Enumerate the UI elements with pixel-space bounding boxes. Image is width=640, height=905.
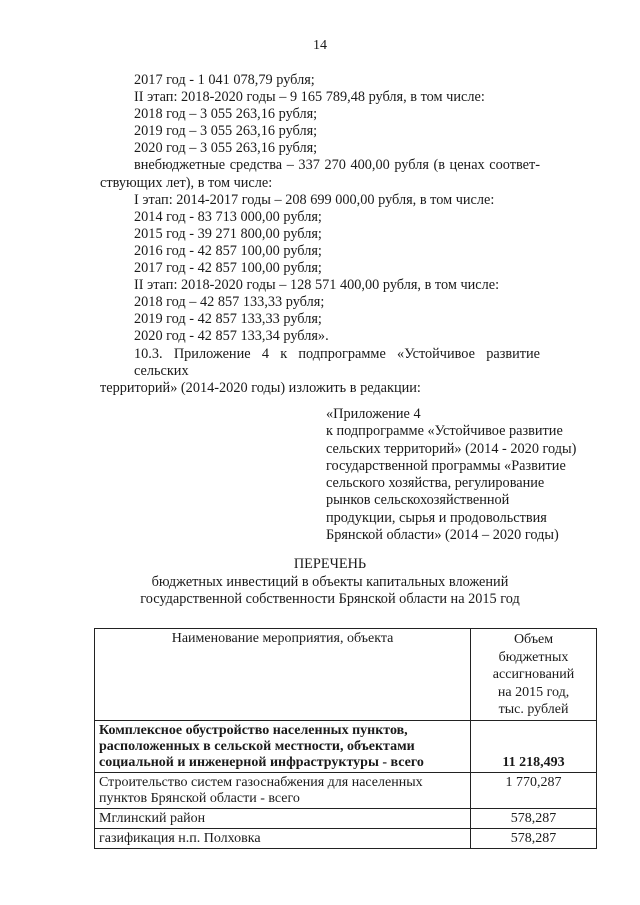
body-text — [100, 72, 540, 397]
row-name-cell: Строительство систем газоснабжения для населенных пунктов Брянской области - всего — [95, 772, 471, 808]
header-value-line: Объем — [513, 632, 554, 647]
appendix-line: «Приложение 4 — [326, 406, 421, 422]
header-value-line: на 2015 год, — [497, 684, 570, 700]
text-line: II этап: 2018-2020 годы – 9 165 789,48 рубля, в том числе: — [134, 89, 485, 106]
text-line: ствующих лет), в том числе: — [100, 174, 273, 191]
text-line: 2020 год – 3 055 263,16 рубля; — [134, 140, 318, 157]
title-line: бюджетных инвестиций в объекты капитальных вложений — [151, 573, 509, 590]
text-line: 2018 год – 42 857 133,33 рубля; — [134, 294, 325, 311]
row-value-cell: 1 770,287 — [471, 772, 597, 808]
header-name-cell: Наименование мероприятия, объекта — [95, 629, 471, 721]
table-row — [95, 720, 597, 772]
text-line: 2017 год - 42 857 100,00 рубля; — [134, 260, 322, 277]
document-title — [60, 556, 600, 609]
text-line: 2019 год - 42 857 133,33 рубля; — [134, 311, 322, 328]
appendix-line: рынков сельскохозяйственной — [326, 492, 510, 509]
text-line: 2018 год – 3 055 263,16 рубля; — [134, 106, 318, 123]
text-line: 2016 год - 42 857 100,00 рубля; — [134, 242, 322, 259]
table-row — [95, 772, 597, 808]
row-name-cell: газификация н.п. Полховка — [95, 828, 471, 848]
table-row — [95, 808, 597, 828]
row-name-cell: Мглинский район — [95, 808, 471, 828]
row-value-cell: 578,287 — [471, 808, 597, 828]
row-value-cell: 11 218,493 — [471, 720, 597, 772]
appendix-line: государственной программы «Развитие — [326, 457, 566, 474]
appendix-caption — [326, 406, 586, 544]
text-line: I этап: 2014-2017 годы – 208 699 000,00 рубля, в том числе: — [134, 191, 495, 208]
text-line: 2017 год - 1 041 078,79 рубля; — [134, 72, 315, 88]
text-line: 2020 год - 42 857 133,34 рубля». — [134, 328, 329, 345]
table-row — [95, 828, 597, 848]
text-line: территорий» (2014-2020 годы) изложить в редакции: — [100, 379, 421, 396]
text-line: 2019 год – 3 055 263,16 рубля; — [134, 123, 318, 140]
row-value-cell: 578,287 — [471, 828, 597, 848]
appendix-line: сельских территорий» (2014 - 2020 годы) — [326, 440, 577, 457]
header-value-line: ассигнований — [492, 667, 575, 682]
text-line: 10.3. Приложение 4 к подпрограмме «Устойчивое развитие сельских — [134, 345, 540, 379]
appendix-line: к подпрограмме «Устойчивое развитие — [326, 423, 563, 440]
header-value-line: бюджетных — [498, 649, 569, 665]
text-line: 2015 год - 39 271 800,00 рубля; — [134, 225, 322, 242]
row-name-cell: Комплексное обустройство населенных пунктов, расположенных в сельской местности, объектами социальной и инженерной инфраструктуры - всего — [95, 720, 471, 772]
text-line: 2014 год - 83 713 000,00 рубля; — [134, 208, 322, 225]
appendix-line: Брянской области» (2014 – 2020 годы) — [326, 527, 559, 544]
text-line: внебюджетные средства – 337 270 400,00 рубля (в ценах соответ- — [134, 157, 540, 174]
appendix-line: сельского хозяйства, регулирование — [326, 475, 545, 492]
header-value-cell — [471, 629, 597, 721]
investment-table — [94, 628, 597, 849]
text-line: II этап: 2018-2020 годы – 128 571 400,00 рубля, в том числе: — [134, 277, 500, 294]
header-value-line: тыс. рублей — [498, 702, 569, 717]
table-header-row — [95, 629, 597, 721]
title-heading: ПЕРЕЧЕНЬ — [293, 556, 367, 572]
appendix-line: продукции, сырья и продовольствия — [326, 509, 547, 526]
title-line: государственной собственности Брянской области на 2015 год — [140, 591, 520, 607]
page-number: 14 — [313, 38, 327, 53]
